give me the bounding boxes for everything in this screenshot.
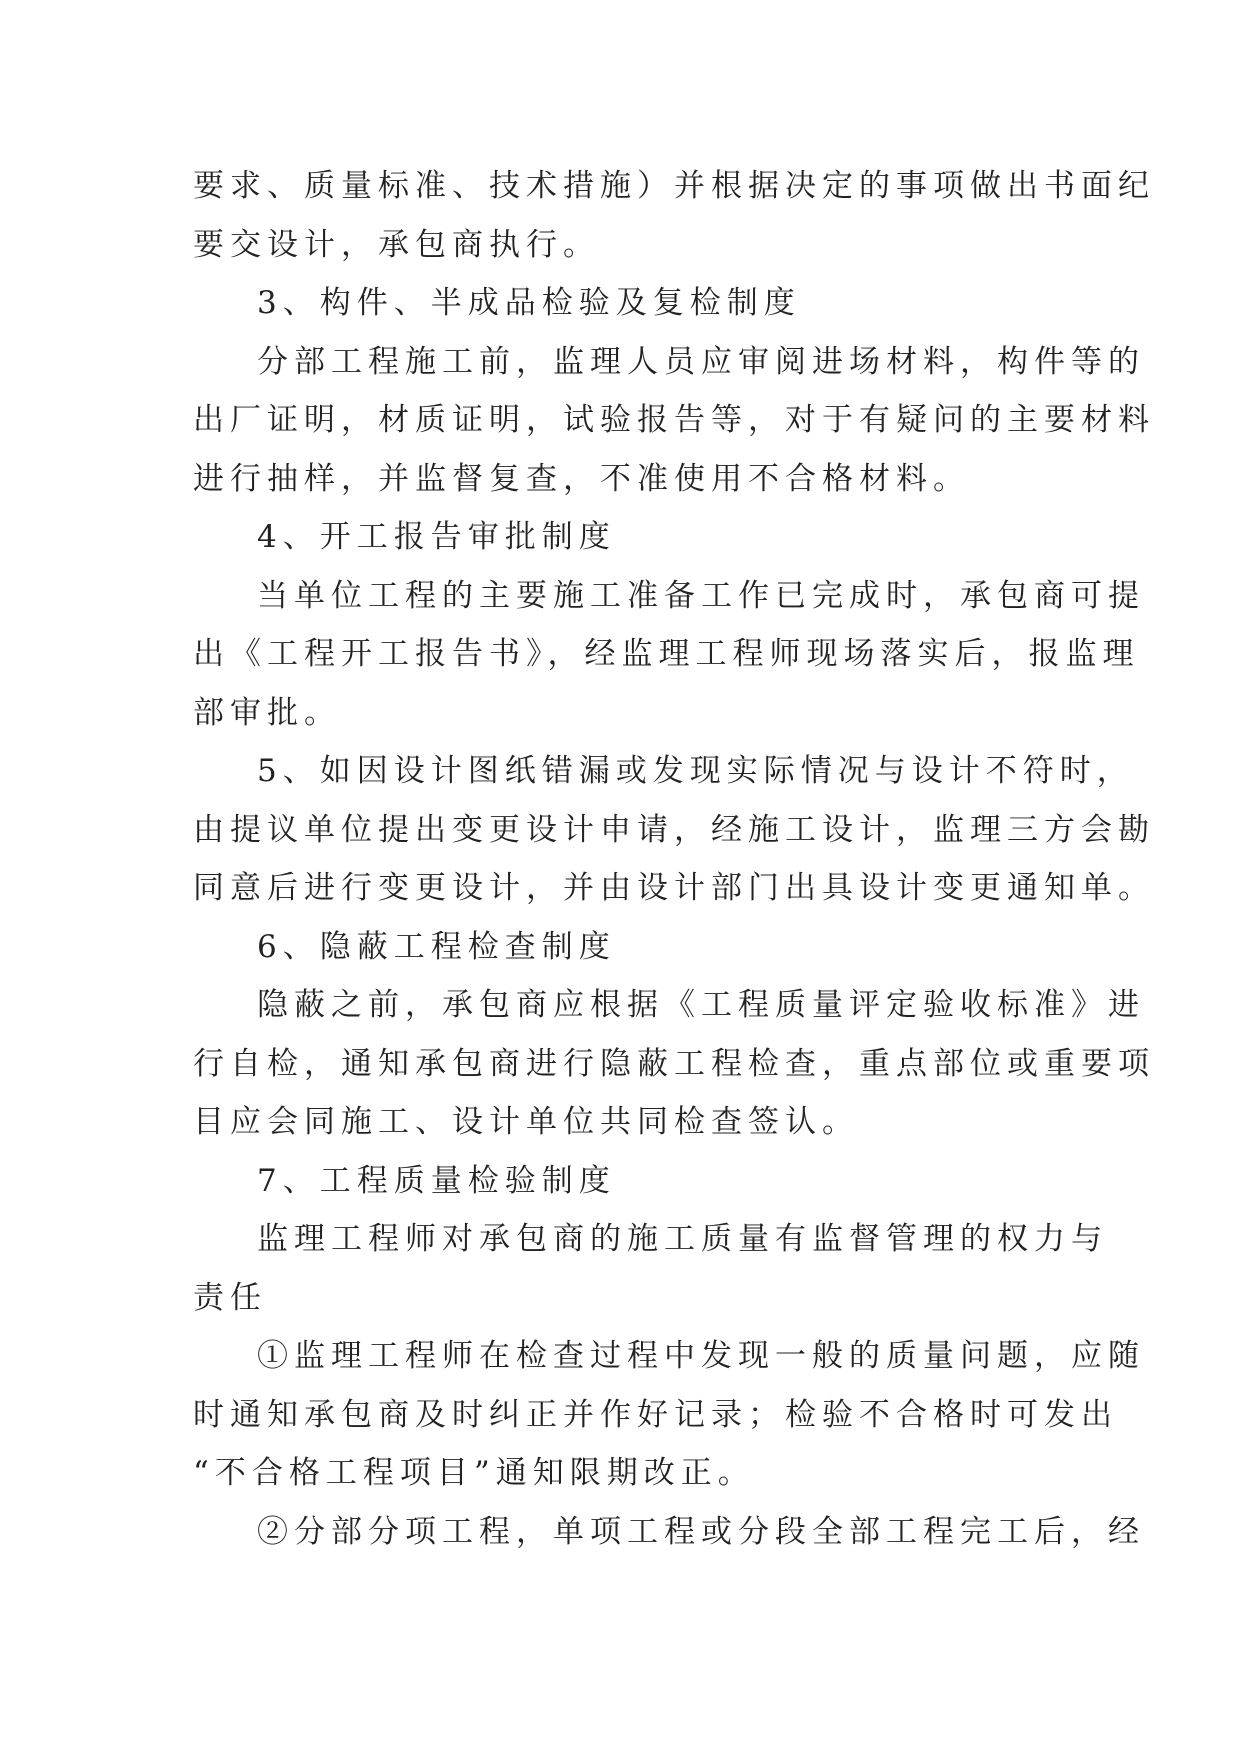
text-line: 出《工程开工报告书》，经监理工程师现场落实后，报监理 [193, 636, 1140, 672]
text-line: 监理工程师对承包商的施工质量有监督管理的权力与 [257, 1221, 1108, 1257]
text-line: 要求、质量标准、技术措施）并根据决定的事项做出书面纪 [193, 168, 1155, 204]
document-body [193, 157, 1155, 1561]
text-line: 部审批。 [193, 694, 341, 731]
section-heading: 7、工程质量检验制度 [257, 1162, 616, 1199]
text-line: 时通知承包商及时纠正并作好记录；检验不合格时可发出 [193, 1396, 1118, 1433]
text-line: 同意后进行变更设计，并由设计部门出具设计变更通知单。 [193, 870, 1155, 906]
text-line: 5、如因设计图纸错漏或发现实际情况与设计不符时， [257, 753, 1134, 789]
text-line: 由提议单位提出变更设计申请，经施工设计，监理三方会勘 [193, 811, 1155, 848]
text-line: ①监理工程师在检查过程中发现一般的质量问题，应随 [257, 1338, 1145, 1374]
section-heading: 6、隐蔽工程检查制度 [257, 928, 616, 965]
text-line: 当单位工程的主要施工准备工作已完成时，承包商可提 [257, 577, 1145, 614]
text-line: ②分部分项工程，单项工程或分段全部工程完工后，经 [257, 1513, 1145, 1550]
text-line: 目应会同施工、设计单位共同检查签认。 [193, 1104, 859, 1140]
text-line: 隐蔽之前，承包商应根据《工程质量评定验收标准》进 [257, 987, 1145, 1023]
section-heading: 3、构件、半成品检验及复检制度 [257, 285, 801, 321]
text-line: 分部工程施工前，监理人员应审阅进场材料，构件等的 [257, 343, 1145, 380]
text-line: 出厂证明，材质证明，试验报告等，对于有疑问的主要材料 [193, 402, 1155, 438]
text-line: 进行抽样，并监督复查，不准使用不合格材料。 [193, 460, 970, 497]
section-heading: 4、开工报告审批制度 [257, 519, 616, 555]
text-line: 行自检，通知承包商进行隐蔽工程检查，重点部位或重要项 [193, 1045, 1155, 1082]
text-line: 责任 [193, 1279, 267, 1316]
text-line: “不合格工程项目”通知限期改正。 [193, 1455, 755, 1491]
text-line: 要交设计，承包商执行。 [193, 226, 600, 263]
